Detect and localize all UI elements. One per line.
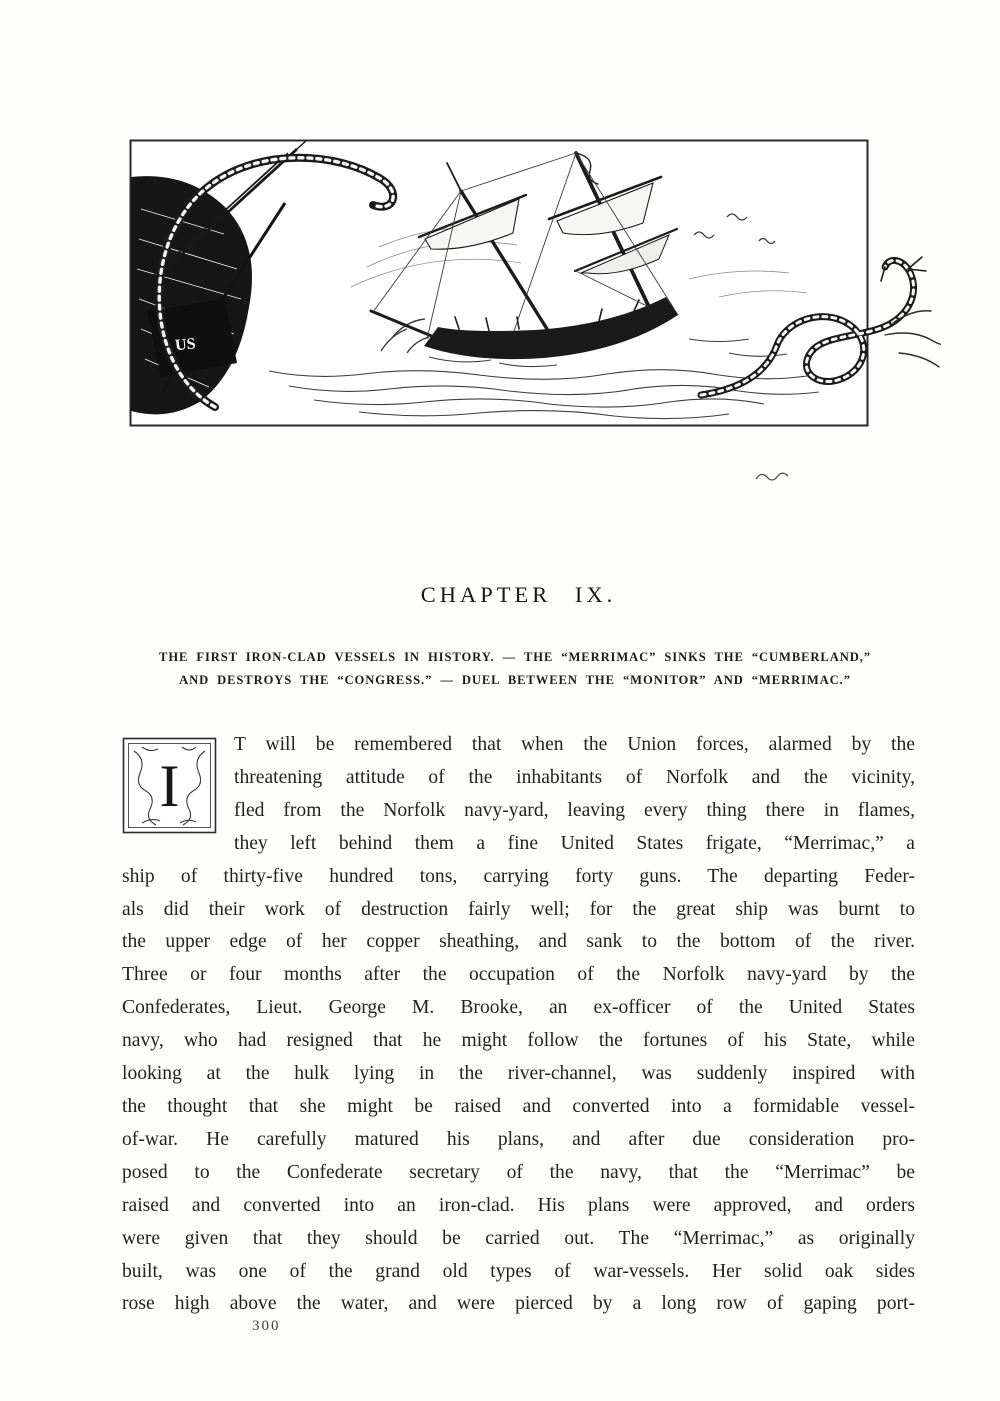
body-text-line: looking at the hulk lying in the river-channel, was suddenly inspired with: [122, 1063, 915, 1085]
body-text-line: navy, who had resigned that he might follow the fortunes of his State, while: [122, 1030, 915, 1052]
body-text-line: the upper edge of her copper sheathing, and sank to the bottom of the river.: [122, 931, 915, 953]
body-text-line: Three or four months after the occupation of the Norfolk navy-yard by the: [122, 964, 915, 986]
body-text-line: T will be remembered that when the Union forces, alarmed by the: [234, 734, 915, 755]
body-text-line: threatening attitude of the inhabitants of Norfolk and the vicinity,: [234, 766, 915, 788]
body-text-line: were given that they should be carried out. The “Merrimac,” as originally: [122, 1227, 915, 1249]
page-number: 300: [252, 1318, 281, 1334]
chapter-heading: CHAPTER IX.: [420, 582, 617, 607]
body-text-line: they left behind them a fine United States frigate, “Merrimac,” a: [234, 832, 915, 854]
body-text-line: the thought that she might be raised and converted into a formidable vessel-: [122, 1095, 915, 1117]
body-text-line: ship of thirty-five hundred tons, carrying forty guns. The departing Feder-: [122, 865, 915, 887]
body-text-line: of-war. He carefully matured his plans, and after due consideration pro-: [122, 1128, 915, 1150]
body-text-line: Confederates, Lieut. George M. Brooke, an ex-officer of the United States: [122, 997, 915, 1019]
body-text-line: als did their work of destruction fairly well; for the great ship was burnt to: [122, 898, 915, 920]
body-text-block: [122, 729, 915, 1321]
chapter-illustration: [129, 139, 941, 429]
body-text-line: posed to the Confederate secretary of the navy, that the “Merrimac” be: [122, 1161, 915, 1183]
flourish-mark-icon: [754, 470, 790, 484]
chapter-subtitle-line-2: AND DESTROYS THE “CONGRESS.” — DUEL BETWEEN THE “MONITOR” AND “MERRIMAC.”: [179, 673, 851, 687]
drop-cap: [122, 737, 217, 834]
body-text-line: rose high above the water, and were pierced by a long row of gaping port-: [122, 1293, 915, 1315]
body-text-line: raised and converted into an iron-clad. His plans were approved, and orders: [122, 1194, 915, 1216]
chapter-subtitle: [95, 646, 935, 692]
body-text-line: fled from the Norfolk navy-yard, leaving every thing there in flames,: [234, 799, 915, 821]
body-text-line: built, was one of the grand old types of war-vessels. Her solid oak sides: [122, 1260, 915, 1282]
flag-us-label: US: [174, 335, 197, 355]
chapter-subtitle-line-1: THE FIRST IRON-CLAD VESSELS IN HISTORY. — THE “MERRIMAC” SINKS THE “CUMBERLAND,”: [159, 650, 871, 664]
drop-cap-letter: I: [159, 753, 180, 819]
